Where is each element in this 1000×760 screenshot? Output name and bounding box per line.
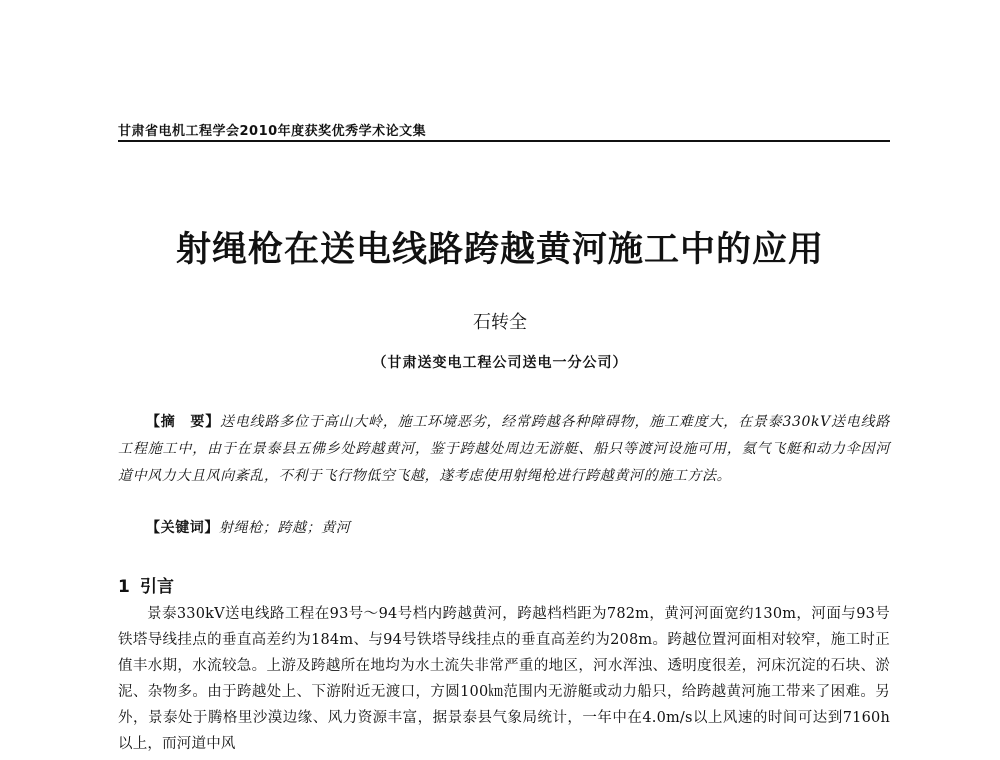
header-rule [118, 140, 890, 142]
keywords [118, 515, 890, 542]
author-name: 石转全 [473, 312, 527, 333]
section-title: 引言 [140, 577, 174, 597]
section-heading [118, 572, 174, 597]
keywords-text: 射绳枪；跨越；黄河 [219, 520, 351, 536]
abstract-label: 【摘 要】 [146, 414, 221, 430]
running-header: 甘肃省电机工程学会2010年度获奖优秀学术论文集 [118, 124, 427, 139]
abstract-text: 送电线路多位于高山大岭，施工环境恶劣，经常跨越各种障碍物，施工难度大，在景泰330kV送电线路工程施工中，由于在景泰县五佛乡处跨越黄河，鉴于跨越处周边无游艇、船只等渡河设施可用，氦气飞艇和动力伞因河道中风力大且风向紊乱，不利于飞行物低空飞越，遂考虑使用射绳枪进行跨越黄河的施工方法。 [118, 414, 891, 484]
keywords-label: 【关键词】 [146, 520, 219, 536]
abstract [118, 409, 890, 490]
section-number: 1 [118, 577, 130, 597]
author-affiliation: （甘肃送变电工程公司送电一分公司） [372, 355, 628, 371]
body-paragraph: 景泰330kV送电线路工程在93号～94号档内跨越黄河，跨越档档距为782m，黄河河面宽约130m，河面与93号铁塔导线挂点的垂直高差约为184m、与94号铁塔导线挂点的垂直高差约为208m。跨越位置河面相对较窄，施工时正值丰水期，水流较急。上游及跨越所在地均为水土流失非常严重的地区，河水浑浊、透明度很差，河床沉淀的石块、淤泥、杂物多。由于跨越处上、下游附近无渡口，方圆100㎞范围内无游艇或动力船只，给跨越黄河施工带来了困难。另外，景泰处于腾格里沙漠边缘、风力资源丰富，据景泰县气象局统计，一年中在4.0m/s以上风速的时间可达到7160h以上，而河道中风 [118, 606, 890, 752]
paper-title: 射绳枪在送电线路跨越黄河施工中的应用 [175, 229, 824, 270]
